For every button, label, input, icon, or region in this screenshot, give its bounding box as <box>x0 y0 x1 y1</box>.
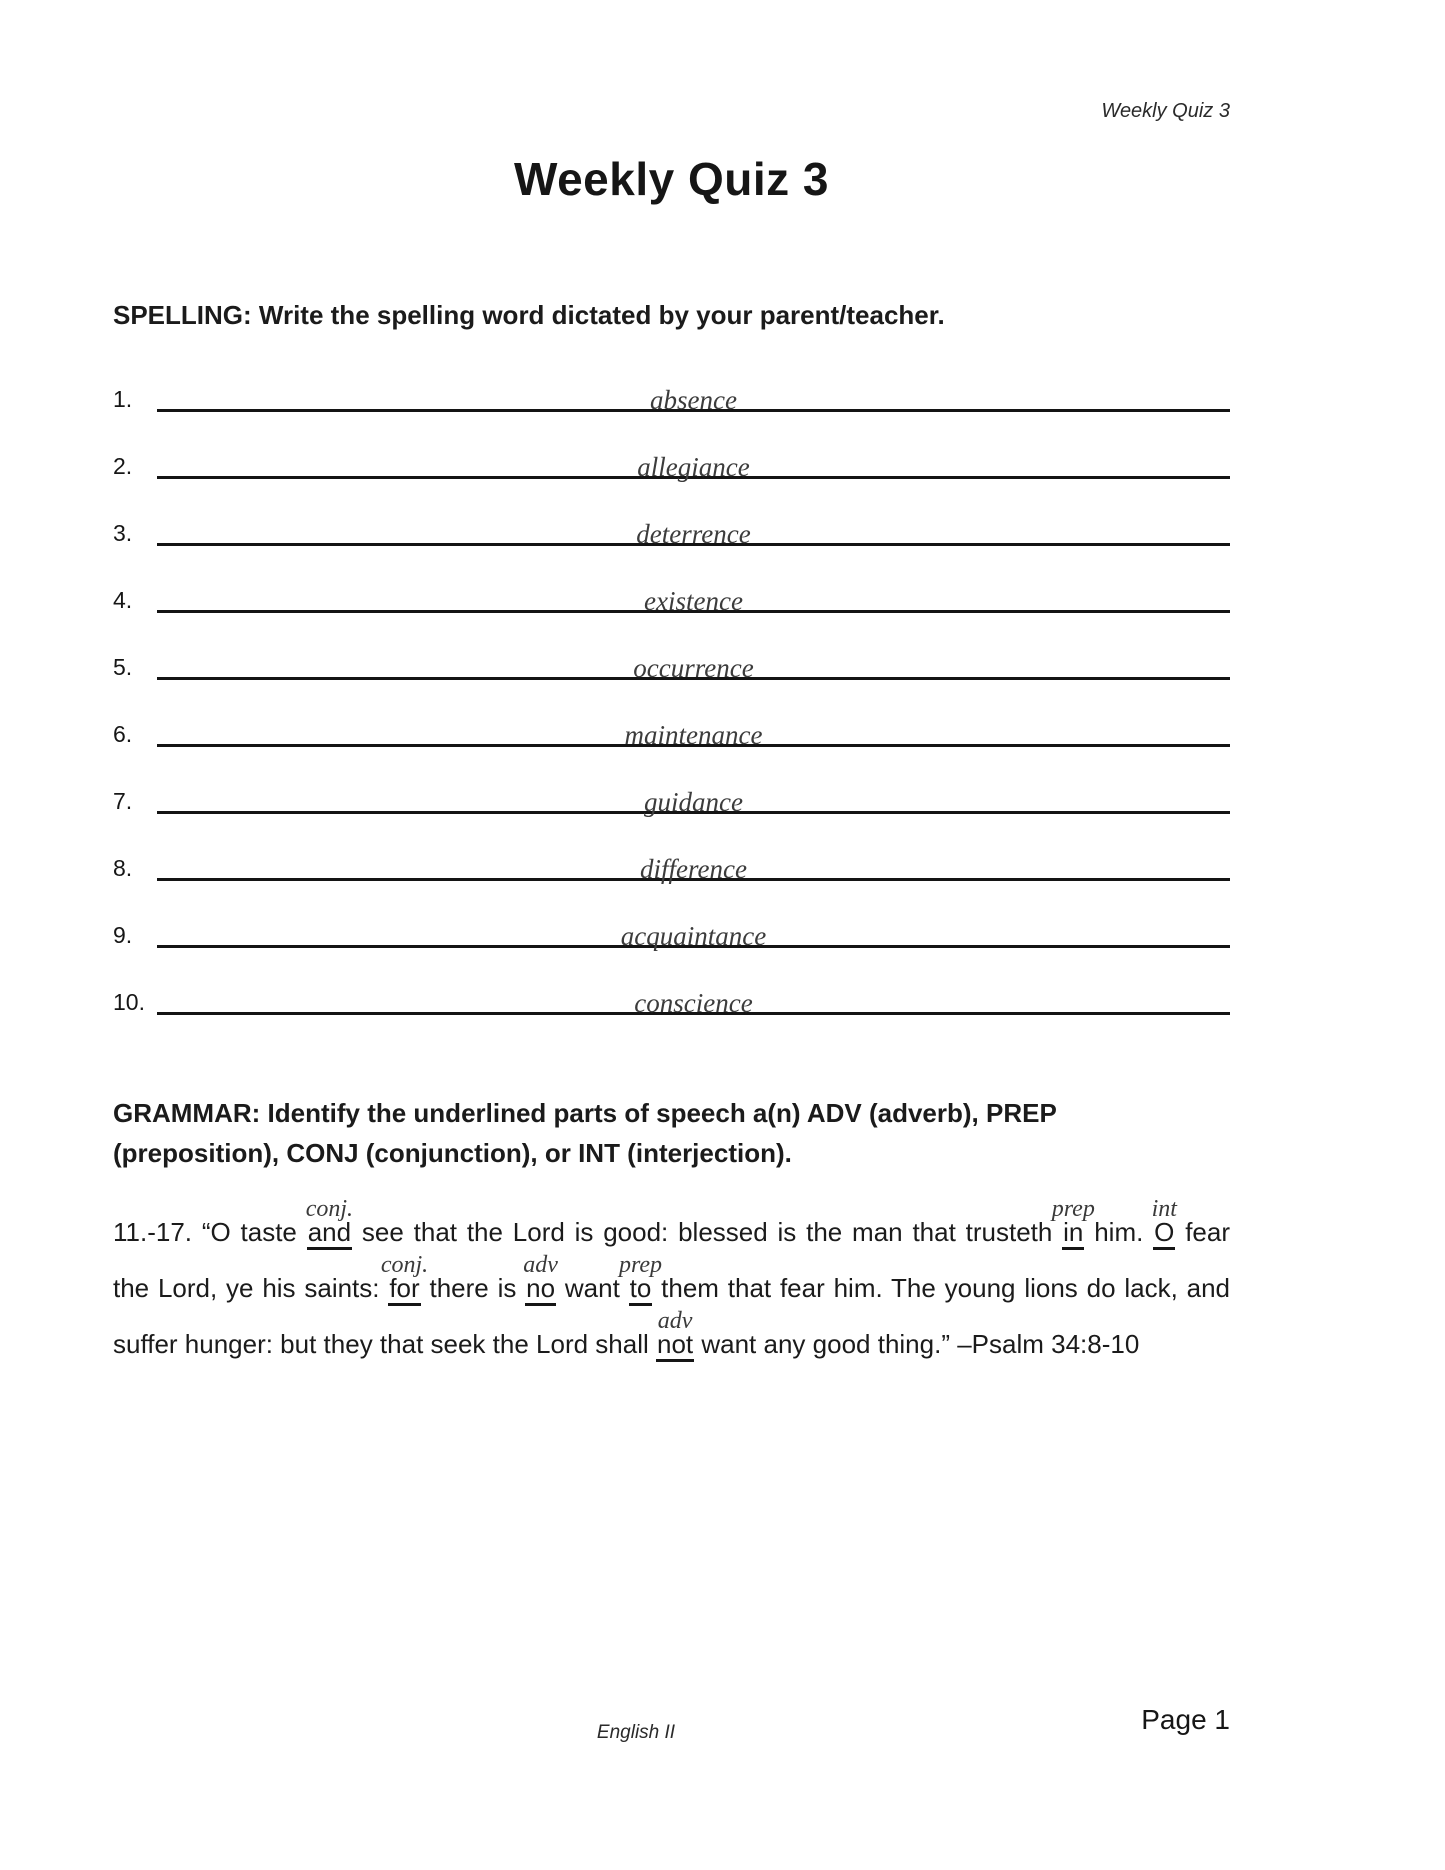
underlined-word-in <box>1051 1196 1095 1250</box>
spelling-blank-line <box>157 439 1230 482</box>
grammar-passage <box>113 1192 1230 1360</box>
passage-text: want any good thing.” –Psalm 34:8-10 <box>694 1329 1140 1359</box>
spelling-answer-word: maintenance <box>624 720 763 750</box>
passage-text: see that the Lord is good: blessed is the man that trusteth <box>352 1217 1063 1247</box>
grammar-passage-line-1 <box>113 1192 1230 1248</box>
spelling-row <box>113 841 1230 884</box>
underlined-word-text: for <box>389 1273 420 1303</box>
pos-annotation-adv: adv <box>657 1308 693 1334</box>
passage-text: fear <box>1175 1217 1231 1247</box>
spelling-item-number: 5. <box>113 654 133 680</box>
spelling-blank-line <box>157 506 1230 549</box>
spelling-answer-word: conscience <box>634 988 753 1018</box>
spelling-answer-word: difference <box>640 854 747 884</box>
spelling-answer-word: acquaintance <box>620 921 767 951</box>
spelling-answer-word: guidance <box>644 787 743 817</box>
underlined-word-text: O <box>1154 1217 1175 1247</box>
passage-text: suffer hunger: but they that seek the Lord shall <box>113 1329 656 1359</box>
spelling-section-heading: SPELLING: Write the spelling word dictated by your parent/teacher. <box>113 300 945 330</box>
grammar-heading-line-2: (preposition), CONJ (conjunction), or INT (interjection). <box>113 1138 792 1168</box>
spelling-blank-line <box>157 573 1230 616</box>
grammar-section-heading <box>113 1093 1230 1173</box>
spelling-row <box>113 372 1230 415</box>
spelling-answer-word: occurrence <box>633 653 754 683</box>
spelling-row <box>113 707 1230 750</box>
spelling-item-number: 6. <box>113 721 133 747</box>
underlined-word-text: no <box>526 1273 556 1303</box>
underlined-word-o <box>1151 1196 1177 1250</box>
spelling-item-number: 8. <box>113 855 133 881</box>
footer-page-number: Page 1 <box>1141 1704 1230 1735</box>
pos-annotation-prep: prep <box>618 1252 663 1278</box>
pos-annotation-adv: adv <box>523 1252 558 1278</box>
spelling-item-number: 7. <box>113 788 133 814</box>
passage-text: there is <box>420 1273 526 1303</box>
underlined-word-and <box>305 1196 354 1250</box>
underlined-word-to <box>618 1252 663 1306</box>
spelling-blank-line <box>157 640 1230 683</box>
spelling-answer-word: deterrence <box>636 519 751 549</box>
passage-text: them that fear him. The young lions do lack, and <box>652 1273 1230 1303</box>
spelling-blank-line <box>157 707 1230 750</box>
passage-text: 11.-17. “O taste <box>113 1217 307 1247</box>
spelling-item-number: 1. <box>113 386 133 412</box>
underlined-word-no <box>523 1252 558 1306</box>
pos-annotation-prep: prep <box>1051 1196 1095 1222</box>
underlined-word-text: in <box>1063 1217 1084 1247</box>
spelling-blank-line <box>157 975 1230 1018</box>
passage-text: him. <box>1084 1217 1154 1247</box>
footer-course-label: English II <box>596 1722 676 1743</box>
spelling-row <box>113 439 1230 482</box>
spelling-answer-word: allegiance <box>637 452 750 482</box>
spelling-list <box>113 372 1230 1042</box>
underlined-word-for <box>380 1252 429 1306</box>
spelling-row <box>113 573 1230 616</box>
page-title: Weekly Quiz 3 <box>513 153 829 205</box>
spelling-answer-word: existence <box>644 586 743 616</box>
pos-annotation-conj: conj. <box>380 1252 429 1278</box>
spelling-item-number: 4. <box>113 587 133 613</box>
spelling-item-number: 2. <box>113 453 133 479</box>
underlined-word-text: to <box>629 1273 652 1303</box>
spelling-blank-line <box>157 372 1230 415</box>
spelling-blank-line <box>157 841 1230 884</box>
running-header: Weekly Quiz 3 <box>1101 100 1230 122</box>
spelling-row <box>113 506 1230 549</box>
spelling-item-number: 9. <box>113 922 133 948</box>
spelling-item-number: 10. <box>113 989 145 1015</box>
spelling-row <box>113 640 1230 683</box>
pos-annotation-int: int <box>1151 1196 1177 1222</box>
spelling-item-number: 3. <box>113 520 133 546</box>
spelling-row <box>113 774 1230 817</box>
grammar-heading-line-1: GRAMMAR: Identify the underlined parts of speech a(n) ADV (adverb), PREP <box>113 1098 1057 1128</box>
passage-text: the Lord, ye his saints: <box>113 1273 389 1303</box>
spelling-row <box>113 975 1230 1018</box>
grammar-passage-line-2 <box>113 1248 1230 1304</box>
spelling-answer-word: absence <box>650 385 737 415</box>
spelling-blank-line <box>157 908 1230 951</box>
underlined-word-text: not <box>656 1329 694 1359</box>
spelling-row <box>113 908 1230 951</box>
underlined-word-not <box>656 1308 694 1362</box>
underlined-word-text: and <box>307 1217 352 1247</box>
spelling-blank-line <box>157 774 1230 817</box>
passage-text: want <box>556 1273 629 1303</box>
pos-annotation-conj: conj. <box>305 1196 354 1222</box>
grammar-passage-line-3 <box>113 1304 1230 1360</box>
